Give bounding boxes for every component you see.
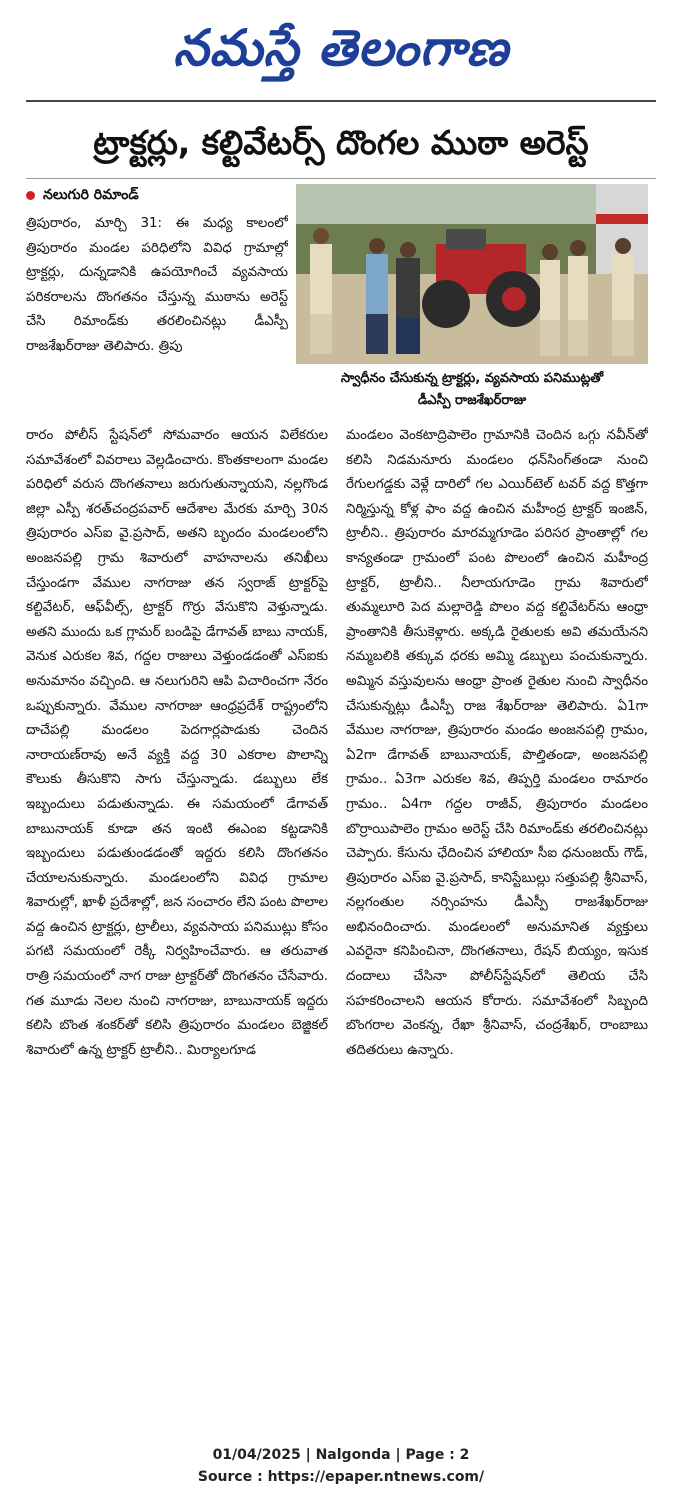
footer-source: Source : https://epaper.ntnews.com/: [197, 1469, 485, 1485]
article-column-1-bottom: [26, 424, 328, 1428]
byline-text: నలుగురి రిమాండ్: [43, 187, 139, 203]
article-headline: ట్రాక్టర్లు, కల్టివేటర్స్ దొంగల ముఠా అరెస్ట్: [93, 123, 589, 162]
article-column-2: [346, 424, 648, 1428]
article-text: రారం పోలీస్ స్టేషన్‌లో సోమవారం ఆయన విలేకరుల సమావేశంలో వివరాలు వెల్లడించారు. కొంతకాలంగా మండల పరిధిలో వరుస దొంగతనాలు జరుగుతున్నాయని, నల్లగొండ జిల్లా ఎస్పీ శరత్‌చంద్రపవార్ ఆదేశాల మేరకు మార్చి 30న త్రిపురారం ఎస్ఐ వై.ప్రసాద్, అతని బృందం మండలంలోని అంజనపల్లి గ్రామ శివారులో వాహనాలను తనిఖీలు చేస్తుండగా వేముల నాగరాజు తన స్వరాజ్ ట్రాక్టర్‌పై కల్టివేటర్, ఆఫ్‌వీల్స్, ట్రాక్టర్ గొర్రు వేసుకొని వెళ్తున్నాడు. అతని ముందు ఒక గ్లామర్ బండిపై డేగావత్ బాబు నాయక్, వెనుక ఎరుకల శివ, గద్దల రాజులు వెళ్తుండడంతో ఎస్ఐకు అనుమానం వచ్చింది. ఆ నలుగురిని ఆపి విచారించగా నేరం ఒప్పుకున్నారు. వేముల నాగరాజు ఆంధ్రప్రదేశ్ రాష్ట్రంలోని దాచేపల్లి మండలం పెదగార్లపాడుకు చెందిన నారాయణ్‌రావు అనే వ్యక్తి వద్ద 30 ఎకరాల పొలాన్ని కౌలుకు తీసుకొని సాగు చేస్తున్నాడు. డబ్బులు లేక ఇబ్బందులు పడుతున్నాడు. ఈ సమయంలో డేగావత్ బాబునాయక్ కూడా తన ఇంటి ఈఎంఐ కట్టడానికి ఇబ్బందులు పడుతుండడంతో ఇద్దరు కలిసి దొంగతనం చేయాలనుకున్నారు. మండలంలోని వివిధ గ్రామాల శివారుల్లో, ఖాళీ ప్రదేశాల్లో, జన సంచారం లేని పంట పొలాల వద్ద ఉంచిన ట్రాక్టర్లు, ట్రాలీలు, వ్యవసాయ పనిముట్లు కోసం పగటి సమయంలో రెక్కీ నిర్వహించేవారు. ఆ తరువాత రాత్రి సమయంలో నాగ రాజు ట్రాక్టర్‌తో దొంగతనం చేసేవారు. గత మూడు నెలల నుంచి నాగరాజు, బాబునాయక్ ఇద్దరు కలిసి బొంత శంకర్‌తో కలిసి త్రిపురారం మండలం బెజ్జికల్ శివారులో ఉన్న ట్రాక్టర్ ట్రాలీని.. మిర్యాలగూడ: [26, 428, 328, 1058]
headline-divider: [26, 178, 656, 179]
police-with-tractor-photo: [296, 184, 648, 364]
news-photo: [296, 184, 648, 364]
byline: [26, 184, 276, 206]
article-column-1-top: [26, 212, 288, 422]
newspaper-masthead: నమస్తే తెలంగాణ: [173, 18, 509, 77]
bullet-icon: [26, 191, 35, 200]
page-footer: [0, 1444, 682, 1488]
article-text: మండలం వెంకటాద్రిపాలెం గ్రామానికి చెందిన ఒగ్గు నవీన్‌తో కలిసి నిడమనూరు మండలం ధన్‌సింగ్‌తండా నుంచి రేగులగడ్డకు వెళ్లే దారిలో గల ఎయిర్‌టెల్ టవర్ వద్ద కొత్తగా నిర్మిస్తున్న కోళ్ల ఫాం వద్ద ఉంచిన మహీంద్ర ట్రాక్టర్ ఇంజిన్, ట్రాలీని.. త్రిపురారం మారమ్మగూడెం పరిసర ప్రాంతాల్లో గల కాన్యతండా గ్రామంలో పంట పొలంలో ఉంచిన మహీంద్ర ట్రాక్టర్, ట్రాలీని.. నీలాయగూడెం గ్రామ శివారులో తుమ్మలూరి పెద మల్లారెడ్డి పొలం వద్ద కల్టివేటర్‌ను ఆంధ్రా ప్రాంతానికి తీసుకెళ్లారు. అక్కడి రైతులకు అవి తమయేనని నమ్మబలికి తక్కువ ధరకు అమ్మి డబ్బులు పంచుకున్నారు. అమ్మిన వస్తువులను ఆంధ్రా ప్రాంత రైతుల నుంచి స్వాధీనం చేసుకున్నట్లు డీఎస్పీ రాజ శేఖర్‌రాజు తెలిపారు. ఏ1గా వేముల నాగరాజు, త్రిపురారం మండం అంజనపల్లి గ్రామం, ఏ2గా డేగావత్ బాబునాయక్, పొల్తితండా, అంజనపల్లి గ్రామం.. ఏ3గా ఎరుకల శివ, తిప్పర్తి మండలం రామారం గ్రామం.. ఏ4గా గద్దల రాజీవ్, త్రిపురారం మండలం బొర్రాయిపాలెం గ్రామం అరెస్ట్ చేసి రిమాండ్‌కు తరలించినట్లు చెప్పారు. కేసును ఛేదించిన హాలియా సీఐ ధనుంజయ్ గౌడ్, త్రిపురారం ఎస్ఐ వై.ప్రసాద్, కానిస్టేబుల్లు సత్తుపల్లి శ్రీనివాస్, నల్లగంతుల నర్సింహను డీఎస్పీ రాజశేఖర్‌రాజు అభినందించారు. మండలంలో అనుమానిత వ్యక్తులు ఎవరైనా కనిపించినా, దొంగతనాలు, రేషన్ బియ్యం, ఇసుక దందాలు చేసినా పోలీస్‌స్టేషన్‌లో తెలియ చేసి సహకరించాలని ఆయన కోరారు. సమావేశంలో సిబ్బంది బొంగరాల వెంకన్న, రేఖా శ్రీనివాస్, చంద్రశేఖర్, రాంబాబు తదితరులు ఉన్నారు.: [346, 428, 648, 1058]
photo-caption: [296, 368, 648, 412]
article-text: త్రిపురారం, మార్చి 31: ఈ మధ్య కాలంలో త్రిపురారం మండల పరిధిలోని వివిధ గ్రామాల్లో ట్రాక్టర్లు, దున్నడానికి ఉపయోగించే వ్యవసాయ పరికరాలను దొంగతనం చేస్తున్న ముఠాను అరెస్ట్ చేసి రిమాండ్‌కు తరలించినట్లు డీఎస్పీ రాజశేఖర్‌రాజు తెలిపారు. త్రిపు: [26, 216, 288, 354]
masthead-divider: [26, 100, 656, 102]
photo-caption-line1: స్వాధీనం చేసుకున్న ట్రాక్టర్లు, వ్యవసాయ పనిముట్లతో: [340, 371, 604, 386]
footer-date-edition: 01/04/2025 | Nalgonda | Page : 2: [212, 1447, 470, 1463]
photo-caption-line2: డీఎస్పీ రాజశేఖర్‌రాజు: [417, 393, 527, 408]
